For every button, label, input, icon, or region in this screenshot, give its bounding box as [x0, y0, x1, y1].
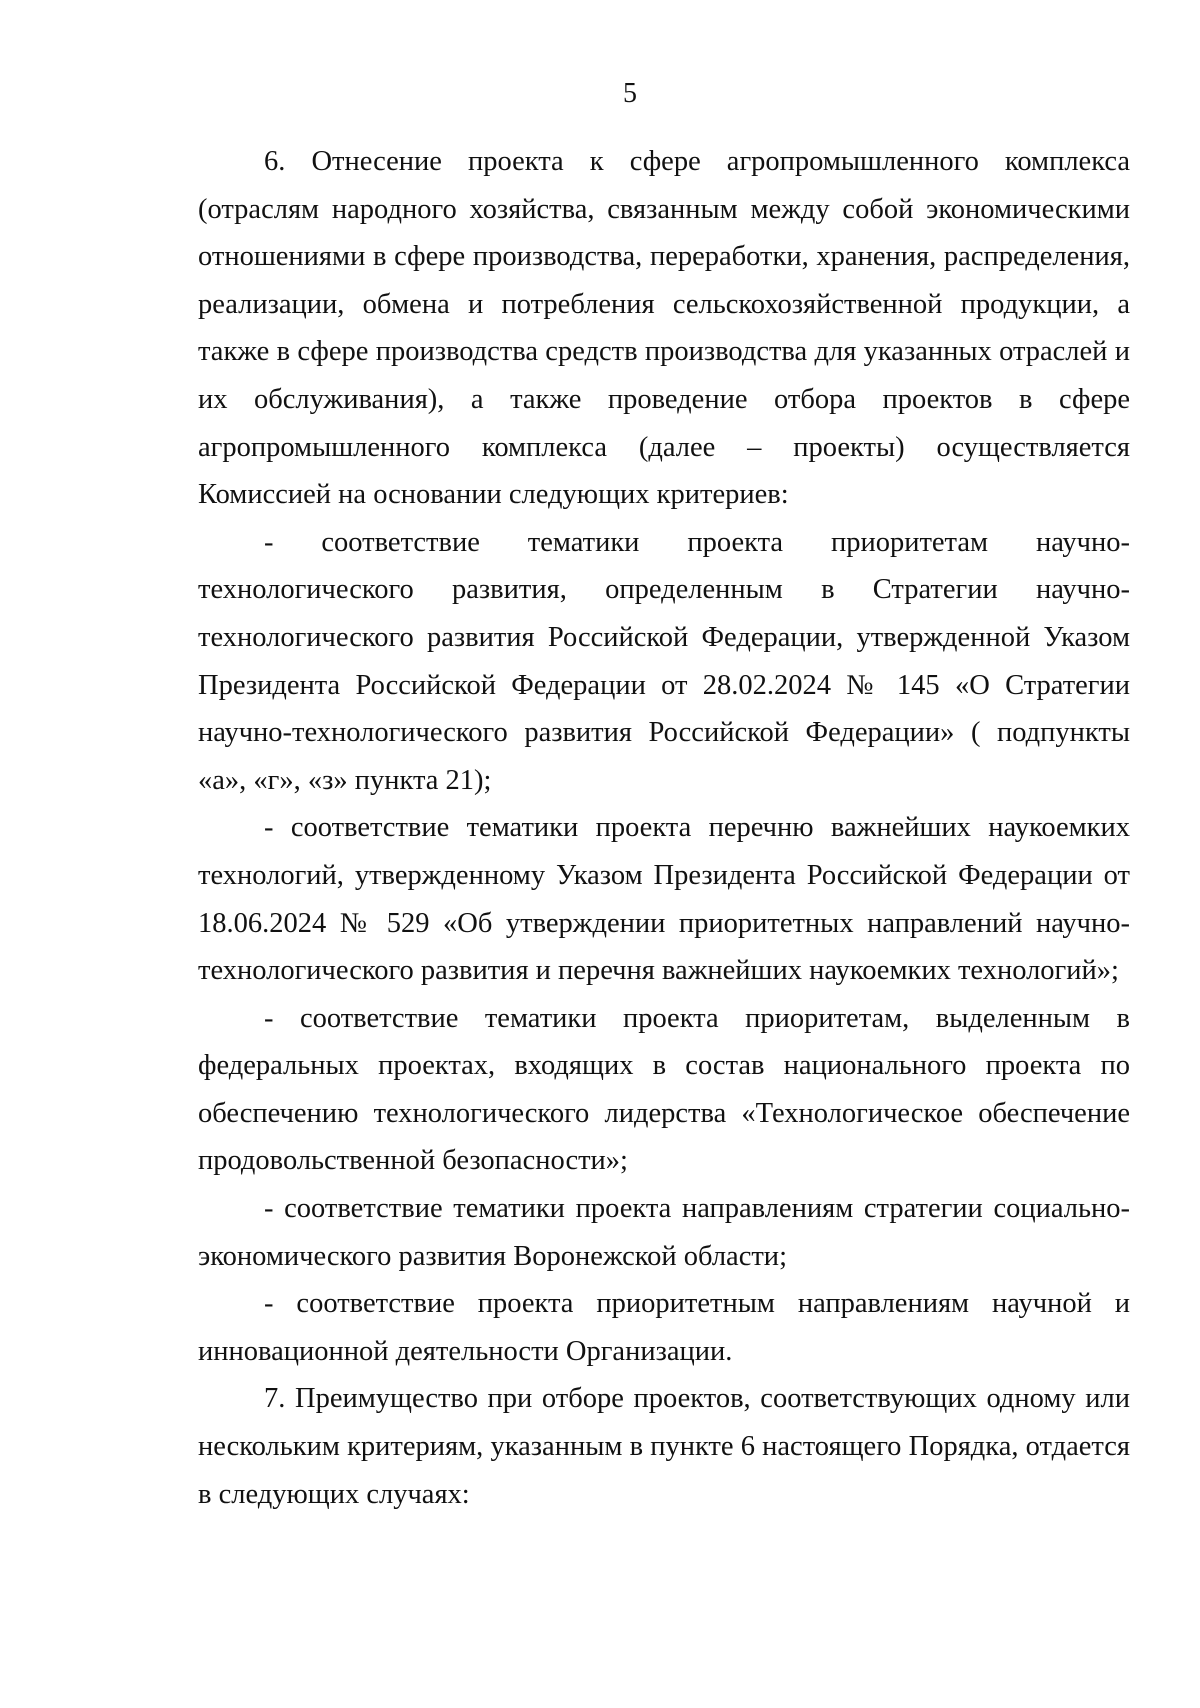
criterion-regional-strategy: - соответствие тематики проекта направлениям стратегии социально-экономического развития Воронежской области; [198, 1193, 1130, 1272]
paragraph-6-criteria-intro: 6. Отнесение проекта к сфере агропромышленного комплекса (отраслям народного хозяйства, связанным между собой экономическими отношениями в сфере производства, переработки, хранения, распределения, реализации, обмена и потребления сельскохозяйственной продукции, а также в сфере производства средств производства для указанных отраслей и их обслуживания), а также проведение отбора проектов в сфере агропромышленного комплекса (далее – проекты) осуществляется Комиссией на основании следующих критериев: [198, 146, 1130, 511]
page-number: 5 [623, 78, 637, 109]
document-body [198, 138, 1130, 1518]
paragraph-7-preference: 7. Преимущество при отборе проектов, соответствующих одному или нескольким критериям, указанным в пункте 6 настоящего Порядка, отдается в следующих случаях: [198, 1383, 1130, 1510]
criterion-strategy-priorities: - соответствие тематики проекта приоритетам научно-технологического развития, определенным в Стратегии научно-технологического развития Российской Федерации, утвержденной Указом Президента Российской Федерации от 28.02.2024 № 145 «О Стратегии научно-технологического развития Российской Федерации» ( подпункты «а», «г», «з» пункта 21); [198, 526, 1130, 796]
criterion-organization-priorities: - соответствие проекта приоритетным направлениям научной и инновационной деятельности Организации. [198, 1288, 1130, 1367]
criterion-federal-projects: - соответствие тематики проекта приоритетам, выделенным в федеральных проектах, входящих в состав национального проекта по обеспечению технологического лидерства «Технологическое обеспечение продовольственной безопасности»; [198, 1002, 1130, 1177]
criterion-critical-technologies: - соответствие тематики проекта перечню важнейших наукоемких технологий, утвержденному Указом Президента Российской Федерации от 18.06.2024 № 529 «Об утверждении приоритетных направлений научно-технологического развития и перечня важнейших наукоемких технологий»; [198, 812, 1130, 987]
